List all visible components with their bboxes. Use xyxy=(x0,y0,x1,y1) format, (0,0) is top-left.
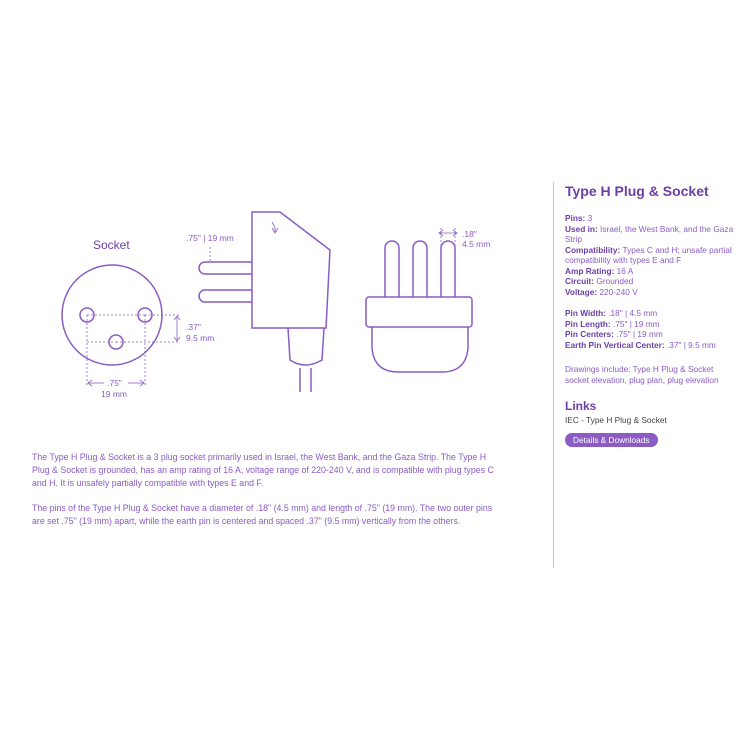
spec-list xyxy=(565,213,737,385)
plug-front-pin-middle xyxy=(413,241,427,297)
info-panel xyxy=(565,183,737,448)
label-socket-vertical-in: .37" xyxy=(186,322,201,332)
description-paragraph-2: The pins of the Type H Plug & Socket have a diameter of .18" (4.5 mm) and length of .75" (19 mm). The two outer pins are set .75" (19 mm) apart, while the earth pin is centered and spaced .37" (9.5 mm) vertically from the others. xyxy=(32,503,493,526)
panel-title: Type H Plug & Socket xyxy=(565,183,709,199)
dim-pin-length-row: Pin Length: .75" | 19 mm xyxy=(565,318,660,329)
plug-front-pin-right xyxy=(441,241,455,297)
label-pin-width-in: .18" xyxy=(462,229,477,239)
plug-side-pin-top xyxy=(199,262,252,274)
spec-used-in: Used in: Israel, the West Bank, and the Gaza Strip xyxy=(565,223,734,244)
plug-front-body xyxy=(372,327,468,372)
plug-front-top xyxy=(366,297,472,327)
label-socket-horizontal-in: .75" xyxy=(107,378,122,388)
spec-pins: Pins: 3 xyxy=(565,213,593,223)
spec-amp-rating: Amp Rating: 16 A xyxy=(565,265,634,276)
drawings-include-text: Drawings include: Type H Plug & Socket socket elevation, plug plan, plug elevation xyxy=(565,364,719,385)
plug-side-body xyxy=(252,212,330,328)
spec-voltage: Voltage: 220-240 V xyxy=(565,286,638,297)
type-h-drawings xyxy=(0,0,550,440)
spec-circuit: Circuit: Grounded xyxy=(565,276,634,286)
label-plug-side-spacing: .75" | 19 mm xyxy=(186,233,234,243)
socket-title: Socket xyxy=(93,238,130,252)
description-paragraph-1: The Type H Plug & Socket is a 3 plug socket primarily used in Israel, the West Bank, and the Gaza Strip. The Type H Plug & Socket is grounded, has an amp rating of 16 A, voltage range of 220-240 V, and is compatible with plug types C and H. It is unsafely partially compatible with types E and F. xyxy=(32,452,494,488)
label-socket-horizontal-mm: 19 mm xyxy=(101,389,127,399)
label-pin-width-mm: 4.5 mm xyxy=(462,239,491,249)
dim-pin-width-row: Pin Width: .18" | 4.5 mm xyxy=(565,308,658,318)
dim-pin-centers-row: Pin Centers: .75" | 19 mm xyxy=(565,329,663,339)
drawings-area xyxy=(0,0,550,440)
spec-compatibility: Compatibility: Types C and H; unsafe partial compatibility with types E and F xyxy=(565,244,732,265)
panel-divider xyxy=(553,182,554,568)
plug-side-cable xyxy=(288,328,324,365)
links-heading: Links xyxy=(565,399,597,413)
label-socket-vertical-mm: 9.5 mm xyxy=(186,333,215,343)
plug-side-pin-bottom xyxy=(199,290,252,302)
link-iec-type-h[interactable]: IEC - Type H Plug & Socket xyxy=(565,415,667,425)
plug-front-pin-left xyxy=(385,241,399,297)
dim-earth-pin-row: Earth Pin Vertical Center: .37" | 9.5 mm xyxy=(565,339,716,350)
details-downloads-button[interactable]: Details & Downloads xyxy=(565,433,658,447)
